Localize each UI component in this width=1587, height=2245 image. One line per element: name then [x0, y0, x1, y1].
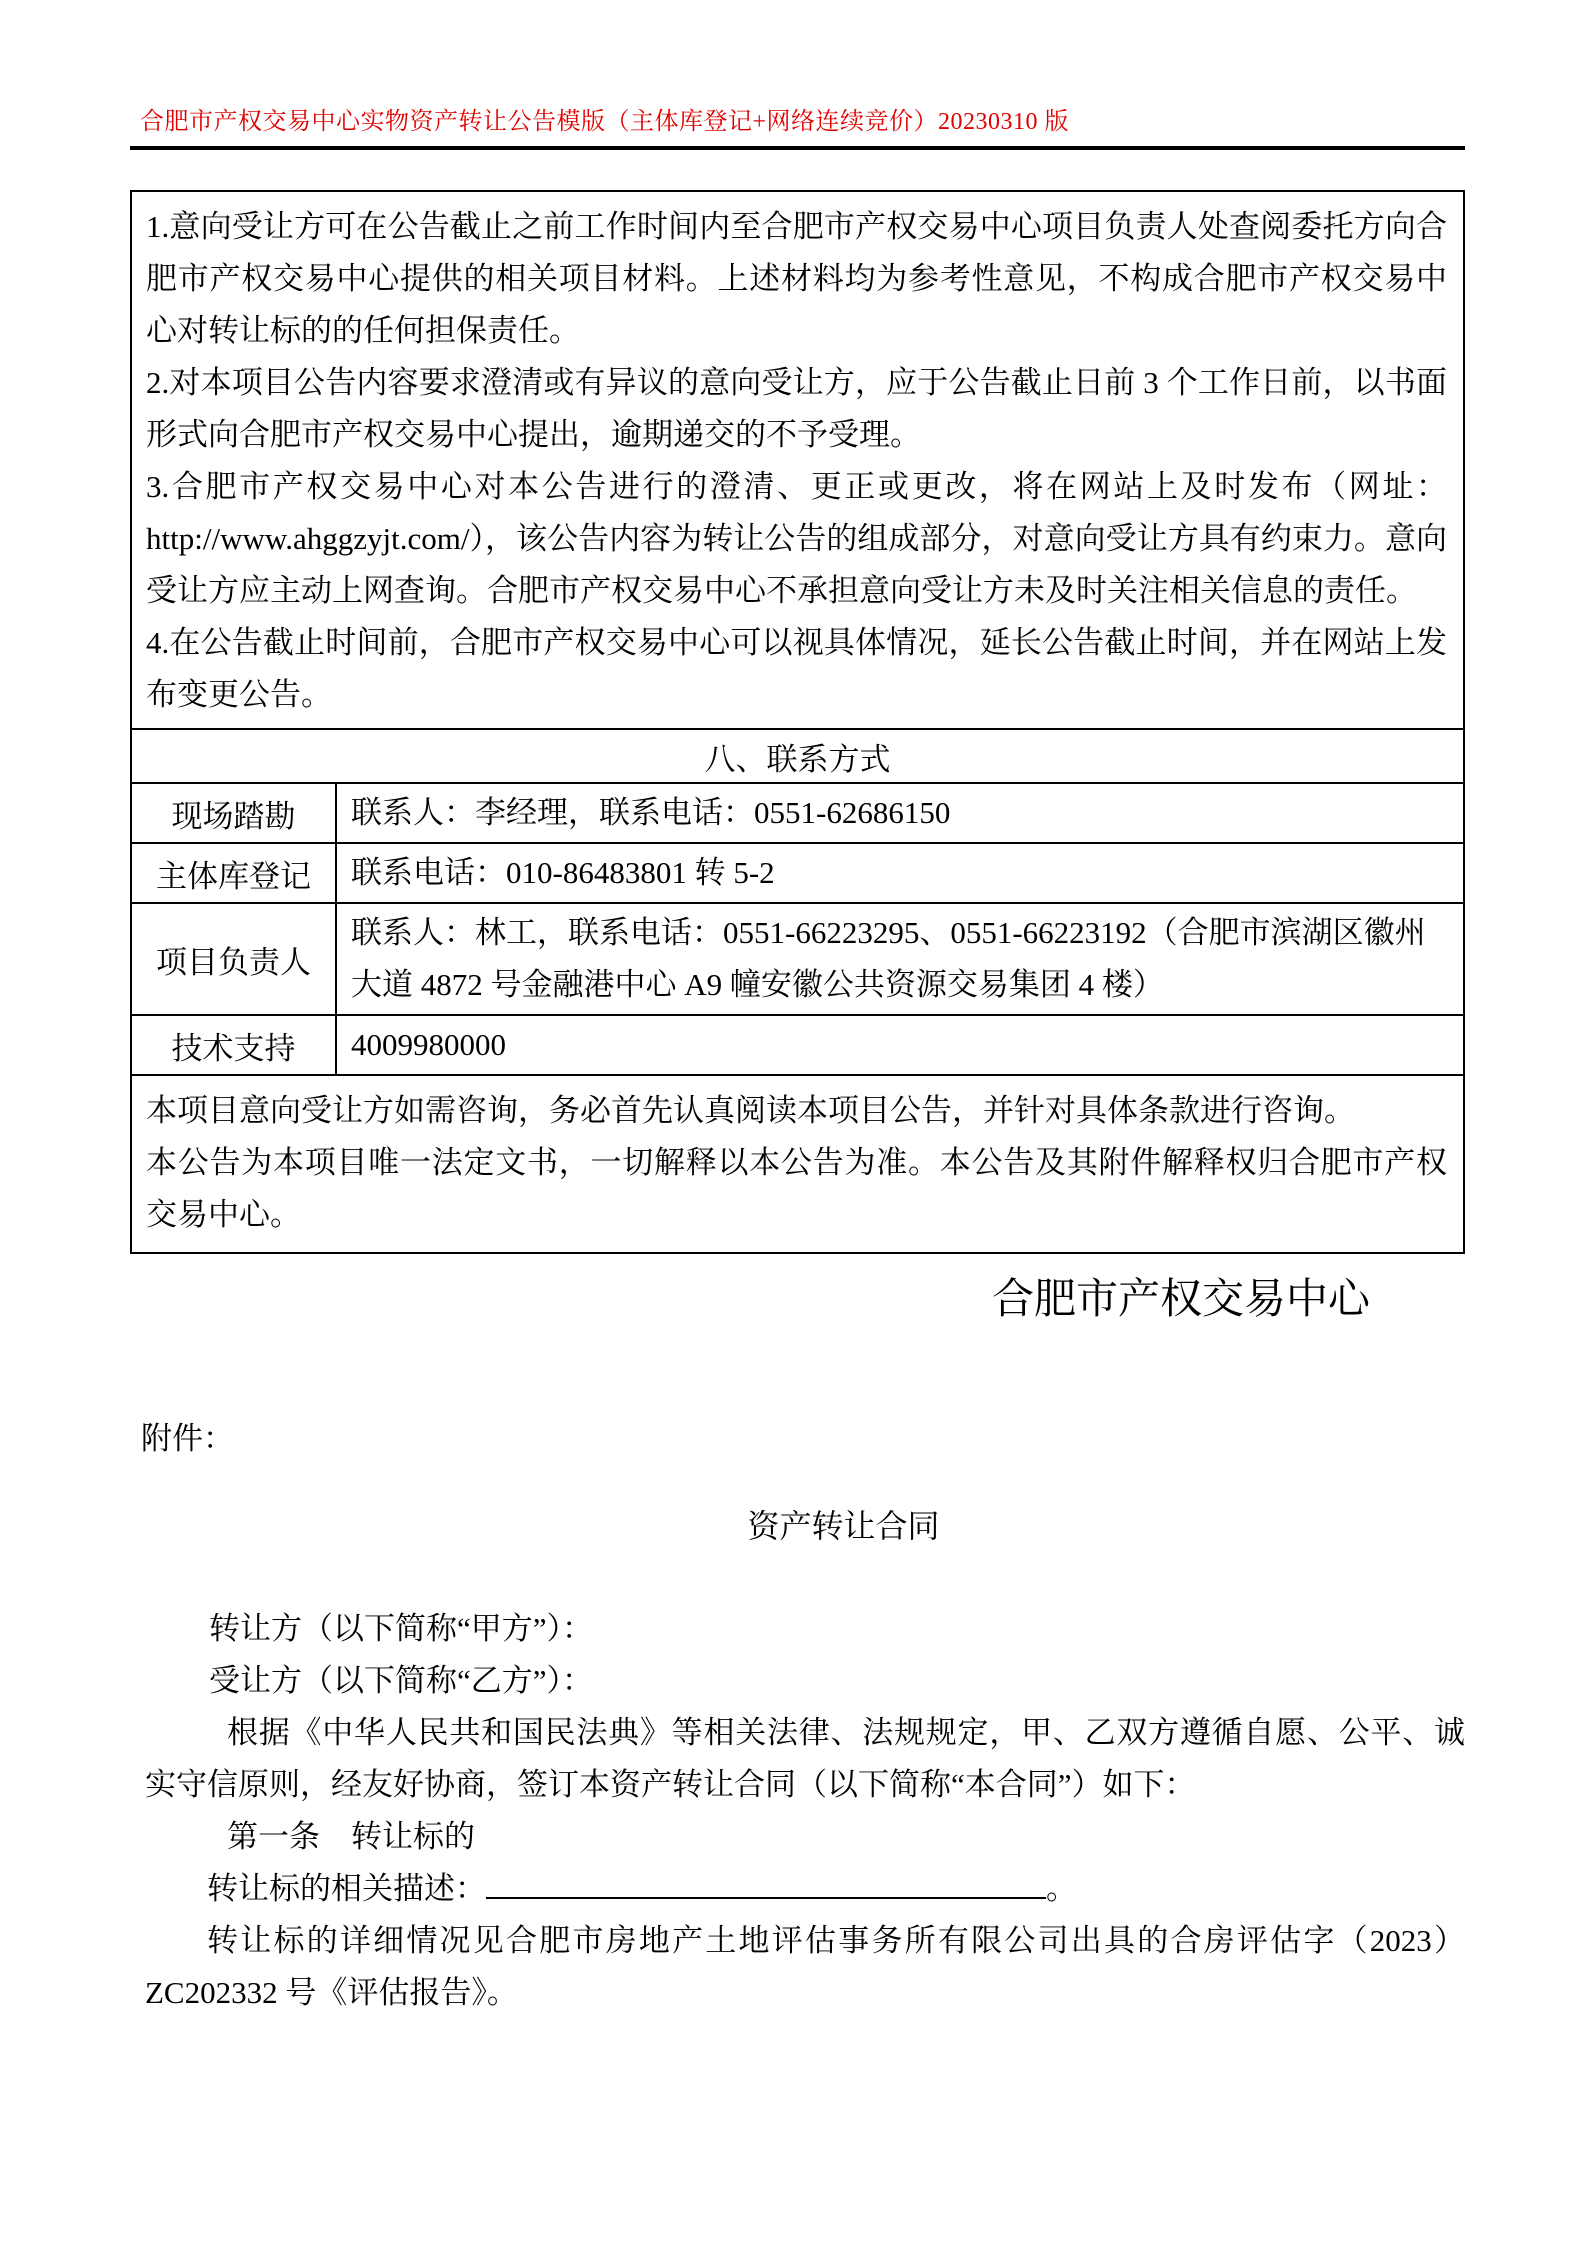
issuer-signature: 合肥市产权交易中心 — [991, 1277, 1370, 1323]
contract-party-b: 受让方（以下简称“乙方”）： — [209, 1663, 594, 1698]
notice-paragraph-2: 2.对本项目公告内容要求澄清或有异议的意向受让方，应于公告截止日前 3 个工作日前，以书面形式向合肥市产权交易中心提出，逾期递交的不予受理。 — [146, 365, 1447, 452]
table-row — [131, 843, 1464, 903]
contract-subject-description-period: 。 — [1046, 1871, 1077, 1906]
table-row — [131, 1015, 1464, 1075]
table-row — [131, 729, 1464, 783]
contact-row-value-registry: 联系电话：010-86483801 转 5-2 — [336, 843, 1464, 903]
contact-row-label-site-survey: 现场踏勘 — [131, 783, 336, 843]
table-row — [131, 1075, 1464, 1253]
page-header — [0, 0, 1587, 150]
attachment-label: 附件： — [141, 1421, 234, 1456]
table-row — [131, 783, 1464, 843]
contract-subject-description-line — [145, 1863, 1465, 1915]
contact-row-label-registry: 主体库登记 — [131, 843, 336, 903]
contact-row-label-tech-support: 技术支持 — [131, 1015, 336, 1075]
contact-row-value-tech-support: 4009980000 — [336, 1015, 1464, 1075]
blank-underline — [486, 1865, 1046, 1899]
notice-paragraph-3: 3.合肥市产权交易中心对本公告进行的澄清、更正或更改，将在网站上及时发布（网址：http://www.ahggzyjt.com/），该公告内容为转让公告的组成部分，对意向受让方具有约束力。意向受让方应主动上网查询。合肥市产权交易中心不承担意向受让方未及时关注相关信息的责任。 — [146, 469, 1447, 608]
note-line-1: 本项目意向受让方如需咨询，务必首先认真阅读本项目公告，并针对具体条款进行咨询。 — [146, 1093, 1355, 1128]
table-row — [131, 191, 1464, 729]
announcement-table — [130, 190, 1465, 1254]
note-line-2: 本公告为本项目唯一法定文书，一切解释以本公告为准。本公告及其附件解释权归合肥市产权交易中心。 — [146, 1145, 1447, 1232]
attachment-title: 资产转让合同 — [747, 1508, 940, 1544]
header-rule — [130, 146, 1465, 150]
contract-clause1-title: 第一条 转让标的 — [227, 1819, 475, 1854]
notice-paragraphs-cell — [131, 191, 1464, 729]
notice-paragraph-1: 1.意向受让方可在公告截止之前工作时间内至合肥市产权交易中心项目负责人处查阅委托方向合肥市产权交易中心提供的相关项目材料。上述材料均为参考性意见，不构成合肥市产权交易中心对转让标的的任何担保责任。 — [146, 209, 1447, 348]
contact-row-value-site-survey: 联系人：李经理，联系电话：0551-62686150 — [336, 783, 1464, 843]
notes-cell — [131, 1075, 1464, 1253]
contact-section-title: 八、联系方式 — [131, 729, 1464, 783]
page-header-title: 合肥市产权交易中心实物资产转让公告模版（主体库登记+网络连续竞价）20230310 版 — [140, 109, 1070, 135]
contact-row-value-project-manager: 联系人：林工，联系电话：0551-66223295、0551-66223192（合肥市滨湖区徽州大道 4872 号金融港中心 A9 幢安徽公共资源交易集团 4 楼） — [336, 903, 1464, 1015]
table-row — [131, 903, 1464, 1015]
contract-subject-description-label: 转让标的相关描述： — [207, 1871, 486, 1906]
contract-subject-detail: 转让标的详细情况见合肥市房地产土地评估事务所有限公司出具的合房评估字（2023）ZC202332 号《评估报告》。 — [145, 1923, 1465, 2010]
contract-preamble: 根据《中华人民共和国民法典》等相关法律、法规规定，甲、乙双方遵循自愿、公平、诚实守信原则，经友好协商，签订本资产转让合同（以下简称“本合同”）如下： — [145, 1715, 1465, 1802]
contract-party-a: 转让方（以下简称“甲方”）： — [209, 1611, 594, 1646]
contract-body — [145, 1603, 1465, 2019]
contact-row-label-project-manager: 项目负责人 — [131, 903, 336, 1015]
notice-paragraph-4: 4.在公告截止时间前，合肥市产权交易中心可以视具体情况，延长公告截止时间，并在网站上发布变更公告。 — [146, 625, 1447, 712]
